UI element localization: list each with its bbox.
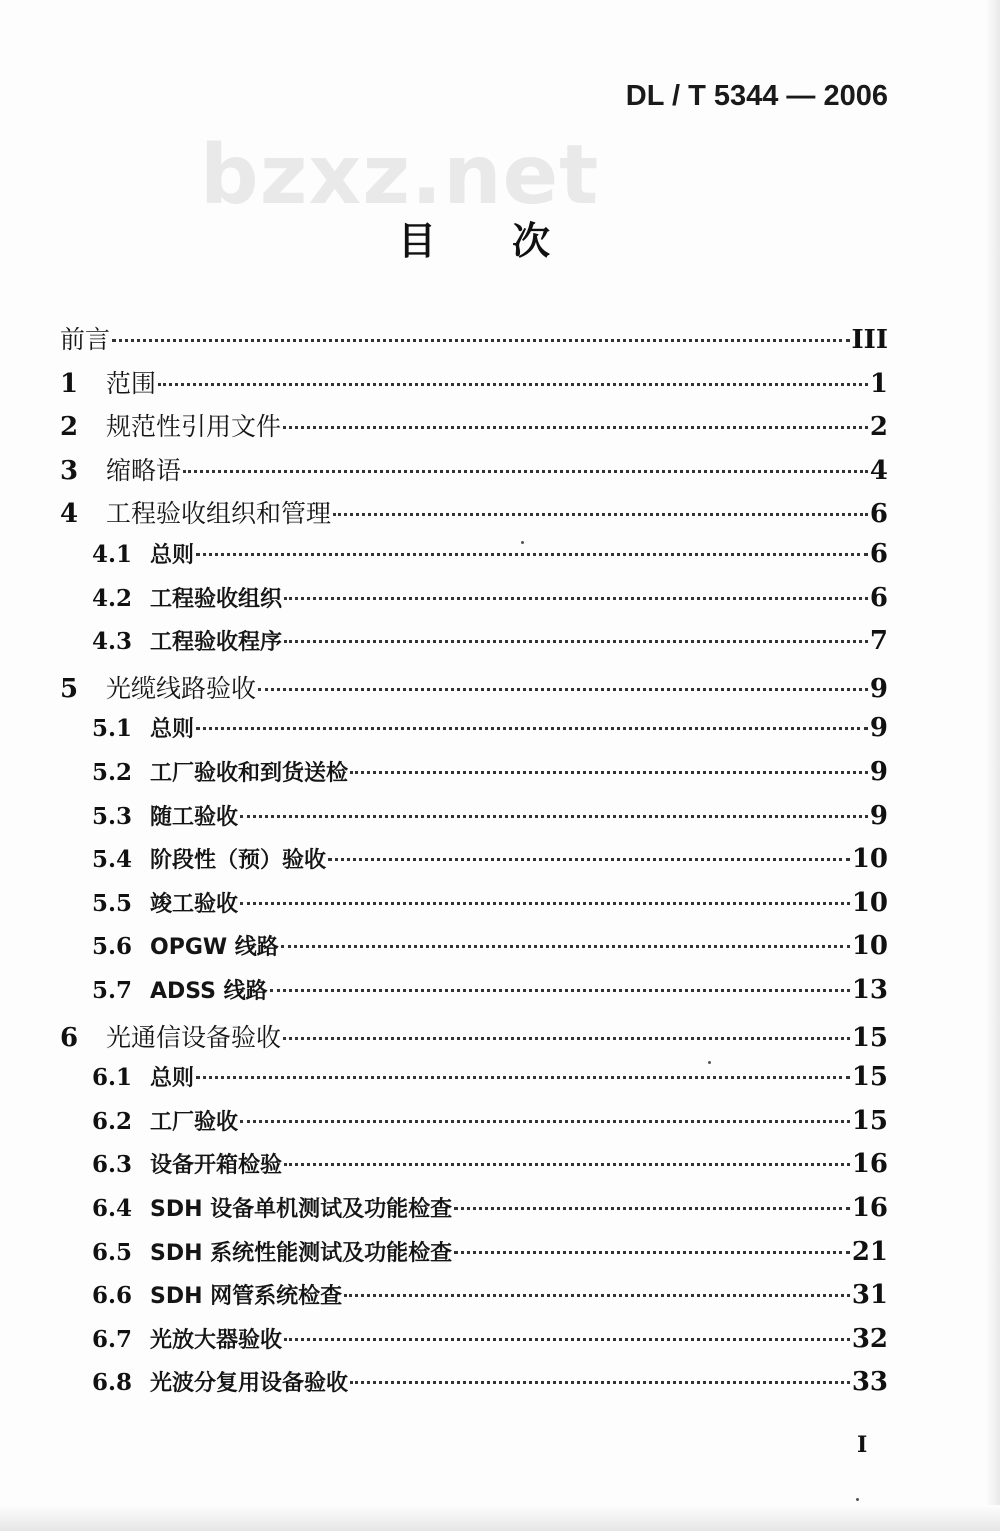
toc-entry-number: 1 <box>60 368 79 399</box>
toc-entry-number: 6.2 <box>92 1107 133 1135</box>
toc-leader-dots <box>350 771 868 774</box>
toc-leader-dots <box>240 815 868 818</box>
toc-entry[interactable] <box>60 320 888 364</box>
toc-title-part2: 次 <box>512 219 551 263</box>
toc-entry[interactable] <box>92 712 888 756</box>
toc-entry-number: 4.2 <box>92 584 133 612</box>
toc-entry-page: III <box>851 325 888 355</box>
toc-entry-page: 10 <box>851 931 888 962</box>
toc-entry[interactable] <box>60 1018 888 1062</box>
toc-leader-dots <box>284 1338 850 1341</box>
toc-leader-dots <box>284 640 868 643</box>
toc-entry[interactable] <box>60 364 888 408</box>
toc-entry-label: 工厂验收 <box>150 1109 239 1135</box>
toc-entry-label: 光放大器验收 <box>150 1327 283 1353</box>
toc-leader-dots <box>284 1163 850 1166</box>
toc-entry-number: 5.2 <box>92 759 133 786</box>
toc-entry[interactable] <box>60 669 888 713</box>
toc-entry[interactable] <box>92 1323 888 1367</box>
scan-speck <box>708 1061 711 1064</box>
toc-leader-dots <box>283 426 868 429</box>
scan-speck <box>856 1498 859 1501</box>
toc-entry-number: 5.7 <box>92 977 133 1004</box>
toc-leader-dots <box>283 1037 850 1040</box>
toc-entry-number: 5.4 <box>92 846 133 874</box>
toc-entry-label: SDH 网管系统检查 <box>150 1284 343 1310</box>
toc-leader-dots <box>158 383 868 386</box>
toc-entry-number: 5.5 <box>92 889 133 917</box>
toc-entry[interactable] <box>92 582 888 626</box>
toc-entry-label: 光通信设备验收 <box>106 1022 282 1052</box>
toc-entry-label: 范围 <box>106 368 157 398</box>
toc-entry[interactable] <box>92 538 888 582</box>
toc-leader-dots <box>240 1120 850 1123</box>
toc-entry-label: 工程验收组织和管理 <box>106 499 332 529</box>
standard-number: DL / T 5344 — 2006 <box>625 80 888 112</box>
page-folio: I <box>857 1432 868 1458</box>
toc-entry-number: 6.4 <box>92 1195 133 1222</box>
toc-entry-label: ADSS 线路 <box>150 979 268 1004</box>
toc-entry-number: 6.5 <box>92 1238 133 1266</box>
toc-entry[interactable] <box>92 1105 888 1149</box>
toc-entry[interactable] <box>92 1192 888 1236</box>
toc-leader-dots <box>270 989 850 992</box>
toc-leader-dots <box>281 945 850 948</box>
toc-leader-dots <box>284 597 868 600</box>
toc-entry[interactable] <box>92 974 888 1018</box>
scan-speck <box>521 541 524 544</box>
toc-entry[interactable] <box>92 1148 888 1192</box>
toc-entry-label: SDH 系统性能测试及功能检查 <box>150 1240 453 1266</box>
toc-leader-dots <box>196 1076 850 1079</box>
toc-entry-label: 光缆线路验收 <box>106 673 257 703</box>
toc-entry-number: 4.1 <box>92 541 133 568</box>
toc-entry-label: 总则 <box>150 543 195 568</box>
toc-entry-page: 10 <box>851 844 888 875</box>
toc-leader-dots <box>112 339 849 342</box>
toc-entry-number: 5.6 <box>92 933 133 961</box>
toc-entry[interactable] <box>92 625 888 669</box>
toc-entry-label: SDH 设备单机测试及功能检查 <box>150 1197 453 1222</box>
toc-entry-page: 21 <box>851 1236 888 1267</box>
toc-leader-dots <box>258 688 868 691</box>
toc-leader-dots <box>454 1251 850 1254</box>
toc-entry-label: 光波分复用设备验收 <box>150 1371 349 1397</box>
toc-entry[interactable] <box>92 887 888 931</box>
toc-entry-label: 缩略语 <box>106 455 182 485</box>
toc-entry[interactable] <box>92 1366 888 1410</box>
toc-entry-number: 6 <box>60 1022 79 1053</box>
toc-leader-dots <box>196 553 868 556</box>
toc-entry-number: 6.8 <box>92 1369 133 1397</box>
toc-entry[interactable] <box>60 451 888 495</box>
toc-entry-number: 4 <box>60 499 79 530</box>
toc-entry-page: 7 <box>869 626 888 657</box>
toc-entry[interactable] <box>92 1236 888 1280</box>
toc-entry-number: 4.3 <box>92 628 133 656</box>
toc-entry[interactable] <box>92 930 888 974</box>
toc-entry-number: 5.1 <box>92 715 133 743</box>
toc-title <box>398 210 550 265</box>
toc-entry-page: 2 <box>869 412 888 443</box>
toc-entry-number: 5 <box>60 673 79 704</box>
toc-entry-label: 总则 <box>150 717 195 743</box>
page-edge-shadow <box>986 0 1000 1531</box>
toc-entry-page: 15 <box>851 1022 888 1053</box>
toc-entry-label: 随工验收 <box>150 804 239 830</box>
toc-entry[interactable] <box>92 800 888 844</box>
toc-entry-label: 阶段性（预）验收 <box>150 848 327 874</box>
toc-entry-page: 9 <box>869 673 888 704</box>
toc-leader-dots <box>328 858 850 861</box>
toc-entry-page: 15 <box>851 1062 888 1093</box>
toc-entry-page: 6 <box>869 499 888 530</box>
toc-entry[interactable] <box>92 1279 888 1323</box>
toc-entry-page: 4 <box>869 455 888 486</box>
toc-entry[interactable] <box>92 756 888 800</box>
toc-entry-label: 设备开箱检验 <box>150 1153 283 1179</box>
toc-entry[interactable] <box>60 494 888 538</box>
toc-entry-page: 9 <box>869 713 888 744</box>
toc-entry-label: 总则 <box>150 1066 195 1092</box>
toc-leader-dots <box>196 727 868 730</box>
toc-entry-label: 工程验收程序 <box>150 630 283 656</box>
toc-title-part1: 目 <box>398 219 437 263</box>
toc-entry-page: 6 <box>869 582 888 613</box>
toc-entry-number: 6.3 <box>92 1151 133 1179</box>
toc-entry-label: 工程验收组织 <box>150 586 283 612</box>
toc-entry-label: 工厂验收和到货送检 <box>150 761 349 786</box>
toc-entry-label: OPGW 线路 <box>150 935 279 961</box>
toc-entry-number: 6.6 <box>92 1282 133 1310</box>
toc-entry-page: 33 <box>851 1367 888 1398</box>
toc-entry-page: 9 <box>869 757 888 787</box>
page-bottom-shadow <box>0 1505 1000 1531</box>
toc-leader-dots <box>344 1294 850 1297</box>
toc-entry[interactable] <box>92 843 888 887</box>
toc-entry-page: 16 <box>851 1149 888 1180</box>
toc-entry-page: 13 <box>851 975 888 1005</box>
toc-entry-page: 31 <box>851 1280 888 1311</box>
toc-leader-dots <box>350 1381 850 1384</box>
toc-entry-label: 前言 <box>60 325 111 354</box>
toc-entry-label: 规范性引用文件 <box>106 412 282 442</box>
toc-entry-page: 9 <box>869 800 888 831</box>
toc-entry-page: 15 <box>851 1105 888 1136</box>
toc-entry-number: 6.1 <box>92 1064 133 1092</box>
toc-entry[interactable] <box>92 1061 888 1105</box>
watermark: bzxz.net <box>200 128 600 223</box>
toc-entry-page: 1 <box>869 368 888 399</box>
toc-entry-number: 6.7 <box>92 1325 133 1353</box>
toc-entry-page: 10 <box>851 887 888 918</box>
toc-entry-number: 3 <box>60 455 79 486</box>
toc-leader-dots <box>333 513 868 516</box>
toc-entry-label: 竣工验收 <box>150 891 239 917</box>
toc-entry-page: 6 <box>869 539 888 569</box>
toc-entry-page: 16 <box>851 1193 888 1223</box>
toc-entry-number: 2 <box>60 412 79 443</box>
toc-entry-page: 32 <box>851 1323 888 1354</box>
toc-leader-dots <box>183 470 868 473</box>
toc-entry[interactable] <box>60 407 888 451</box>
toc-leader-dots <box>240 902 850 905</box>
toc-leader-dots <box>454 1207 850 1210</box>
toc-entry-number: 5.3 <box>92 802 133 830</box>
